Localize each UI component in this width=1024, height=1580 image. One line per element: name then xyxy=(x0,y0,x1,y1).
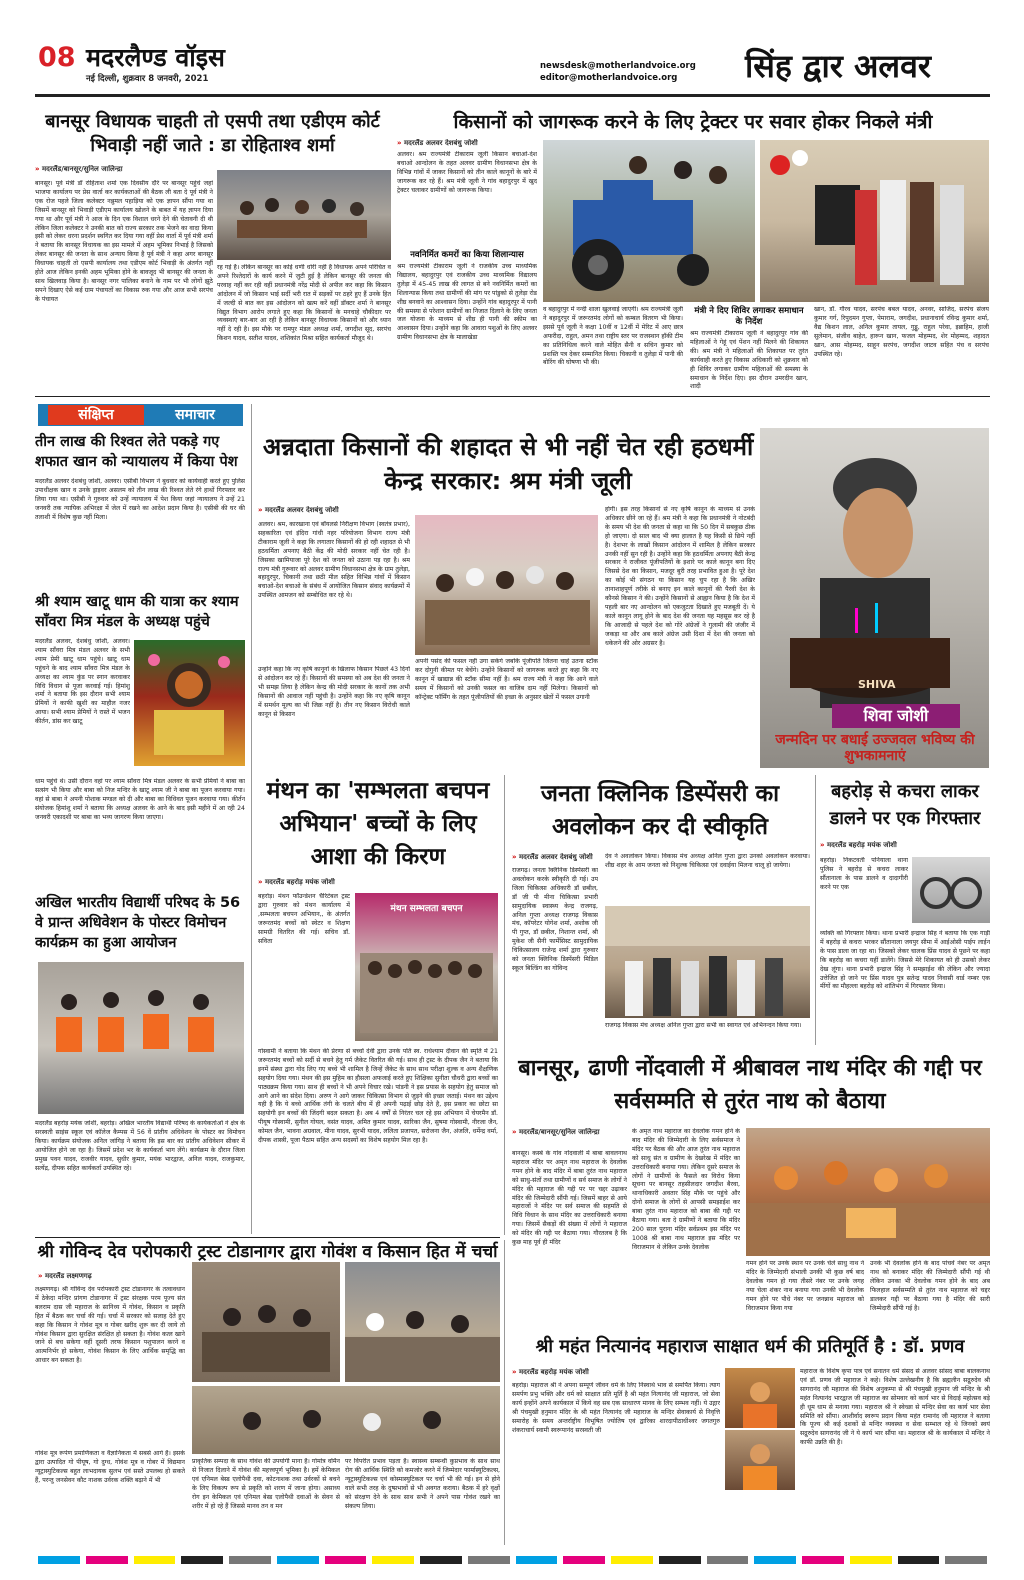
abvp-poster-photo xyxy=(38,962,244,1114)
color-swatch xyxy=(229,1556,271,1564)
column-divider xyxy=(815,775,816,1045)
headline-bansur-mla: बानसूर विधायक चाहती तो एसपी तथा एडीएम कोर्ट भिवाड़ी नहीं जाते : डा रोहिताश्व शर्मा xyxy=(45,111,380,156)
article-body: होगी। इस तरह किसानों से नए कृषि कानून के माध्यम से उनके अधिकार छीने जा रहे हैं। श्रम मंत्री ने कहा कि प्रधानमंत्री ने नोटबंदी के समय भी देश की जनता से कहा था कि 50 दिन में सबकुछ ठीक हो जाएगा। दो साल बाद भी क्या हालात है यह किसी से छिपे नहीं है। देशभर के लाखों किसान आंदोलन में शामिल है लेकिन सरकार उनकी नहीं सुन रही है। उन्होंने कहा कि हठधर्मिता अपनाए बैठी केन्द्र सरकार ने राजीवत पूंजीपतियों के इशारे पर काले कानून बना दिए जिससे देश का किसान, मजदूर बुरी तरह प्रभावित हुआ है। पूरे देश का कोई भी संगठन या किसान यह चुप रहा है कि अखिर तानाशाहपूर्ण तरीके से बनाए इन काले कानूनों की पैरवी देश के कौनसे किसान ने की। उन्होंने किसानों से आह्वान किया है कि देश में पहली बार नए आन्दोलन को एकजुटता दिखाते हुए मजबूती दें। ये काले कानून लागू होने के बाद देश की जनता यह महसूस कर रहे है कि आजादी से पहले देश को गोरे अंग्रेजों ने गुलामी की जंजीर में जकड़ा था और अब काले अंग्रेज उसी दिशा में देश की जनता को धकेलने की ओर अग्रसर है। xyxy=(605,506,755,647)
headline-mahant: श्री महंत नित्यानंद महाराज साक्षात धर्म की प्रतिमूर्ति है : डॉ. प्रणव xyxy=(535,1336,965,1357)
article-body: श्रम राज्यमंत्री टीकाराम जूली ने राजकीय उच्च माध्यमिक विद्यालय, बहादुरपुर एवं राजकीय उच्च माध्यमिक विद्यालय तुलेड़ा में 45-45 लाख की लागत से बने नवनिर्मित कमरों का शिलान्यास किया तथा ग्रामीणों की मांग पर पांडुको से तुलेड़ा रोड शीघ्र बनवाने का आश्वासन दिया। उन्होंने गांव बहादुरपुर में पानी की समस्या से परेशान ग्रामीणों का निजात दिलाने के लिए जनता जल योजना के माध्यम से शीघ्र ही पानी की स्कीम का आश्वासन दिया। उन्होंने कहा कि आवारा पशुओं के लिए अलवर ग्रामीण विधानसभा क्षेत्र के मालाखेडा xyxy=(397,263,537,342)
headline-abvp: अखिल भारतीय विद्यार्थी परिषद के 56 वे प्रान्त अधिवेशन के पोस्टर विमोचन कार्यक्रम का हुआ आयोजन xyxy=(35,895,241,951)
article-body: मदरलैंड अलवर, देशबंधु जोशी, अलवर। श्याम साँवरा मित्र मंडल अलवर के सभी श्याम प्रेमी खाटू धाम पहुंचे। खाटू धाम पहुंचने के बाद श्याम साँवरा मित्र मंडल के अध्यक्ष का श्याम कुंड पर स्नान करवाकर विधि विधान से पूजा करवाई गई। हिमांशु शर्मा ने बताया कि इस दौरान सभी श्याम प्रेमियों ने काफी खुशी का माहौल नजर आया। सभी श्याम प्रेमियों ने रास्ते में भजन कीर्तन, डांस कर खाटू xyxy=(35,638,130,726)
email-editor[interactable]: editor@motherlandvoice.org xyxy=(540,73,678,83)
byline: » मदरलैंड बहरोड़ मयंक जोशी xyxy=(258,878,418,887)
press-meeting-photo xyxy=(217,170,391,260)
article-body: गोवंश मूत्र रूपेण प्रमाणिकता व वैज्ञानिकता में सबसे आगे है। इसके द्वारा उत्पादित गो पीयूष, गो दुग्ध, गोवंश मूत्र व गोबर में विद्यमान न्यूट्रास्युटिकल्स बहुत लाभदायक सुलभ एवं सस्ते उपलब्ध हो सकते हैं, परन्तु जनसेवन कौट नाशक उर्वरक शक्ति बढ़ाने में भी xyxy=(35,1450,185,1484)
color-swatch xyxy=(38,1556,80,1564)
article-body: व्यक्ति को गिरफ्तार किया। थाना प्रभारी इन्द्राज सिंह ने बताया कि एक गाड़ी में बहरोड़ से कचरा भरकर सौंतानाला जयपुर सीमा में आईओसी पाईप लाईन के पास डाला जा रहा था। जिसको लेकर चालक प्रिंस यादव से पूछने पर कहा कि बहरोड़ का कचरा यहीं डालेंगे। जिससे मेरे शिकायत को ही उसको लेकर देख लूंगा। थाना प्रभारी इन्द्राज सिंह ने समझाईश की लेकिन और ज्यादा उत्तेजित हो जाने पर प्रिंस यादव पुत्र सतेन्द्र यादव निवासी वार्ड नम्बर एक मींगों का मौहल्ला बहरोड़ को शांतिभंग में गिरफ्तार किया। xyxy=(820,930,990,991)
gaushala-photo-2 xyxy=(345,1262,500,1382)
article-body: मदरलैंड बहरोड़ मयंक जोशी, बहरोड़। अखिल भारतीय विद्यार्थी परिषद के कार्यकर्ताओं ने क्षेत्र के सरस्वती साइंस स्कूल एवं कॉलेज कैम्पस में 56 वें प्रांतीय अधिवेशन के पोस्टर का विमोचन किया। कार्यक्रम संयोजक अनिल जांगिड़ ने बताया कि इस बार का प्रांतीय अधिवेशन सीकर में आयोजित होने जा रहा है। जिसमें प्रदेश भर के कार्यकर्ता भाग लेंगे। कार्यक्रम के दौरान जिला प्रमुख पवन यादव, राजवीर यादव, सुधीर कुमार, मयंक भारद्वाज, अनिल यादव, राजकुमार, सत्येंद्र, दीपक सहित कार्यकर्ता उपस्थित रहे। xyxy=(35,1120,245,1172)
dateline: नई दिल्ली, शुक्रवार 8 जनवरी, 2021 xyxy=(86,74,209,84)
article-body: गोस्वामी ने बताया कि मंथन की प्रेरणा से बच्चों देवी द्वारा उनके पति स्व. राधेश्याम दीवान की स्मृति में 21 जरूरतमंद बच्चों को सर्दी से बचने हेतु गर्म जैकेट वितरित की गई। साथ ही ट्रस्ट के दीपक जैन ने बताया कि इनमें संस्था द्वारा गोद लिए गए बच्चे भी शामिल है जिन्हें जैकेट के साथ साथ परीक्षा शुल्क व अन्य शैक्षणिक सहयोग दिया गया। मंथन की इस मुहिम का हौसला अफजाई करते हुए शिक्षिका सुनीता चौधरी द्वारा बच्चों का पाठ्यक्रम किया गया। साथ ही बच्चों ने भी अपने विचार रखे। पांडनी ने इस प्रयास के सहयोग हेतु समाज को आगे आने का संदेश दिया। अरुण ने आगे जाकर चिकित्सा विभाग से जुड़ने की इच्छा जताई। मंथन का उद्देश्य यही है कि ये बच्चे आर्थिक तंगी के चलते बीच में ही अपनी पढ़ाई छोड़ देते है, इस प्रकार का छोटा सा सहयोगी इन बच्चों की जिंदगी बदल सकता है। अब 4 वर्षों से निरंतर चल रहे इस अभियान में चेयरमैन डॉ. पीयूष गोस्वामी, सुनील गोयल, वसंत यादव, अमित कुमार यादव, सारिका जैन, सुषमा गोस्वामी, नीरजा जैन, कोमल जैन, भावना अग्रवाल, मीना यादव, सुरभी यादव, ललिता प्रजापत, सरोजना जैन, अंजलि, धर्मेन्द्र वर्मा, दीपक शास्त्री, पूजा पैठाम सहित अन्य सदस्यों का विशेष सहयोग मिल रहा है। xyxy=(258,1048,498,1145)
subheading: मंत्री ने दिए शिविर लगाकर समाधान के निर्देश xyxy=(694,306,804,327)
subheading: नवनिर्मित कमरों का किया शिलान्यास xyxy=(410,250,524,260)
article-body: पर विपरीत प्रभाव पड़ता है। स्वास्थ्य सम्बन्धी कुप्रभाव के साथ साथ रोग की आर्थिक स्थिति को कमजोर करने में जिम्मेदार फार्मास्युटिकल्स, न्यूट्रास्युटिकल्स एवं कोस्मास्युटिकल पर चर्चा भी की गई। इन से होने वाले सभी तरह के दुष्प्रभावों से भी अवगत कराया। बैठक में हरे वृक्षों को संरक्षण देने के साथ साथ सभी ने अपने पास गोवंश रखने का संकल्प लिया। xyxy=(345,1458,500,1510)
gathering-illustration xyxy=(192,1386,500,1454)
saint-icon xyxy=(725,1430,795,1490)
article-body: धाम पहुंचे थे। उसी दौरान वहां पर श्याम साँवरा मित्र मंडल अलवर के सभी प्रेमियों ने बाबा का सत्संग भी किया और बाबा को निज मन्दिर के खाटू श्याम जी ने बाबा का पूजन करवाया गया। वहां से बाबा ने अपनी पोशाक मण्डल को दी और बाबा का विधिवत पूजन करवाया गया। कीर्तन संयोजक हिमांशु शर्मा ने बताया कि अध्यक्ष अलवर के आने के बाद इसी महीने में आ रही 24 जनवरी एकादशी पर बाबा का भव्य जागरण किया जाएगा। xyxy=(35,778,245,821)
paper-name: मदरलैण्ड वॉइस xyxy=(86,43,225,72)
color-swatch xyxy=(181,1556,223,1564)
article-body: बहरोड़। मंथन फॉउन्डेशन चैरिटेबल ट्रस्ट द्वारा गुरुवार को मंथन कार्यालय में ,सम्भलता बचपन अभियान,, के अंतर्गत जरूरतमंद बच्चों को स्वेटर व शिक्षण सामग्री वितरित की गई। सचिव डॉ. सविता xyxy=(258,893,350,945)
birthday-wish: जन्मदिन पर बधाई उज्जवल भविष्य की शुभकामनाएं xyxy=(775,732,975,764)
email-newsdesk[interactable]: newsdesk@motherlandvoice.org xyxy=(540,61,696,71)
plaque-illustration xyxy=(760,140,989,302)
article-body: श्रम राज्यमंत्री टीकाराम जूली ने बहादुरपुर गांव की महिलाओं ने गेहूं एवं पेंशन नहीं मिलने की शिकायत की। श्रम मंत्री ने महिलाओं की शिकायत पर तुरंत कार्यवाही करते हुए विकास अधिकारी को शुक्रवार को ही शिविर लगाकर ग्रामीण महिलाओं की समस्या के समाधान के निर्देश दिए। इस दौरान उमरदीन खान, शादी xyxy=(690,330,808,390)
article-body: बहरोड़। निकटवर्ती पनियाला थाना पुलिस ने बहरोड़ से कचरा लाकर सौंतानाला के पास डालने व दादागीरी करने पर एक xyxy=(820,857,908,891)
tractor-photo xyxy=(543,140,755,302)
color-swatch xyxy=(850,1556,892,1564)
byline: » मदरलैंड बहरोड़ मयंक जोशी xyxy=(512,1368,682,1377)
article-body: प्राकृतिक सम्पदा के साथ गोवंश की उपयोगी माना है। गोमोत्र वर्मिन से निजात दिलाने में गोवंश की महत्त्वपूर्ण भूमिका है। हमें केमिकल एवं एनिमल बेस्ड एलोपैथी दवा, कोटनाशक तथा उर्वरकों से बचने के लिए विकल्प रूप से प्रकृति को शरण में जाना होगा। असाध्य रोग इन केमिकल एवं एनिमल बेस्ड एलोपैथी दवाओं के सेवन से शरीर में हो रहे हैं जिससे मानव तन व मन xyxy=(192,1458,340,1510)
article-body: देव ने अवलोकन किया। विकास मंच अध्यक्ष अनिल गुप्ता द्वारा उनको अवलोकन करवाया। शीघ्र शहर के आम जनता को निशुल्क चिकित्सा एवं दवाईया मिलना चालू हो जायेगा। xyxy=(605,853,810,869)
article-body: खान, डॉ. गौरव यादव, सरपंच बबल यादव, अनवर, साजिद, सरपंच संजय कुमार गर्ग, रिपुदमन गुप्ता, पेमाराम, जगदीश, प्रधानाचार्य रविन्द्र कुमार शर्मा, वैद्य किशन लाल, अनिल कुमार तायल, गुड्डू, राहुल परेवा, इब्राहिम, हाजी सुलेमान, संजीव बाहेत, हारून खान, फजल मोहम्मद, शेर मोहम्मद, शहादत खान, आस मोहम्मद, साहून सरपंच, जगदीश जाटव सहित पंच व सरपंच उपस्थित रहे। xyxy=(814,306,989,358)
kisan-samvad-photo xyxy=(415,515,598,655)
byline: » मदरलैंड अलवर देशबंधु जोशी xyxy=(397,139,547,148)
color-swatch xyxy=(707,1556,749,1564)
article-body: महाराज के विशेष कृपा पात्र एवं सनातन धर्म संसद से अलवर सांसद बाबा बालकनाथ एवं डॉ. प्रणव जी महाराज ने कहे। विशेष उल्लेखनीय है कि ब्रह्मलीन सद्गुरुदेव श्री सागरानंद जी महाराज की विशेष अनुकम्पा से श्री पंचमुखी हनुमान जी मन्दिर के श्री महंत नित्यानंद भारद्वाज जी महाराज का सोमवार को कार्य भार से विदाई महोत्सव बड़े ही धूम धाम से मनाया गया। महाराज श्री ने स्वेच्छा से मन्दिर सेवा का कार्य भार सेवा समिति को सौंपा। आशीर्वाद स्वरूप प्रदान किया महंत रामानंद जी महाराज ने बताया कि पूज्य श्री कई दशकों से मन्दिर व्यवस्था व सेवा सम्भाल रहे थे जिनको स्वयं सद्गुरुदेव सागरानंद जी ने ये कार्य भार सौंपा था। महाराज श्री के कार्यकाल में मन्दिर ने काफी उन्नति की है। xyxy=(800,1368,990,1447)
color-swatch xyxy=(659,1556,701,1564)
print-color-bar xyxy=(35,1556,990,1564)
clinic-photo xyxy=(605,906,810,1018)
headline-khatu-dham: श्री श्याम खाटू धाम की यात्रा कर श्याम साँवरा मित्र मंडल के अध्यक्ष पहुंचे xyxy=(35,594,239,630)
article-body: अलवर। श्रम राज्यमंत्री टीकाराम जूली किसान बचाओ-देश बचाओ आन्दोलन के तहत अलवर ग्रामीण विधानसभा क्षेत्र के विभिन्न गांवों में जाकर किसानों को तीन काले कानूनों के बारे में जागरूक कर रहे हैं। श्रम मंत्री जूली ने गांव बहादुरपुर में खुद ट्रेक्टर चलाकर ग्रामीणों को जागरूक किया। xyxy=(397,151,537,194)
saints-illustration xyxy=(746,1128,990,1256)
color-swatch xyxy=(325,1556,367,1564)
color-swatch xyxy=(86,1556,128,1564)
color-swatch xyxy=(945,1556,987,1564)
article-body: गमन होने पर उनके स्थान पर उनके चेले साधु नाथ ने मंदिर के जिम्मेदारी संभाली उनकी भी कुछ वर्ष बाद देवलोक गमन हो गया तीसरे नंबर पर उनके जगह नया चेला शंकर नाथ बनाया गया उनकी भी देवलोक गमन होने पर पौधे नंबर पर जनन्नाथ महाराज को विराजमान किया गया xyxy=(746,1260,864,1312)
masthead-rule xyxy=(35,94,990,97)
divider xyxy=(35,396,990,397)
article-body: लक्ष्मणगढ़। श्री गोविन्द देव परोपकारी ट्रस्ट टोडानागर के तत्वावधान में ठेकेदा मन्दिर प्रांगण टोडानागर में ट्रस्ट संरक्षक परम पूज्य संत बलराम दास जी महाराज के सानिध्य में गोवंश, किसान व प्रकृति हित में बैठक कर चर्चा की गई। चर्चा में सरकार को सलाह देते हुए कहा कि किसान ने गोवंश मूत्र व गोबर खरीद शुरू कर दी जाये तो गोवंश किसान द्वारा सुरक्षित संरक्षित हो सकता है। गोवंश कत्ल खाने जाने से बच सकेगा वहीं दूसरी तरफ किसान पशुपालन करने व आत्मनिर्भर हो सकेगा, गोवंश किसान के लिए आर्थिक समृद्धि का आधार बन सकता है। xyxy=(35,1286,185,1365)
cake-text: SHIVA xyxy=(858,678,896,691)
color-swatch xyxy=(754,1556,796,1564)
headline-janta-clinic: जनता क्लिनिक डिस्पेंसरी का अवलोकन कर दी स्वीकृति xyxy=(540,781,780,840)
color-swatch xyxy=(563,1556,605,1564)
headline-kisan-shahadat: अन्नदाता किसानों की शहादत से भी नहीं चेत रही हठधर्मी केन्द्र सरकार: श्रम मंत्री जूली xyxy=(262,433,754,495)
meeting-crowd-illustration xyxy=(415,515,598,655)
section-title: सिंह द्वार अलवर xyxy=(745,47,931,85)
color-swatch xyxy=(134,1556,176,1564)
headline-bribe: तीन लाख की रिश्वत लेते पकड़े गए शफात खान को न्यायालय में किया पेश xyxy=(35,434,238,470)
mahant-photo-1 xyxy=(725,1368,795,1428)
byline: » मदरलैंड/बानसूर/सुनिल जालिन्द्रा xyxy=(35,165,235,174)
color-swatch xyxy=(516,1556,558,1564)
article-body: अपनी पसंद की फसल नहीं उगा सकेंगे जबकि पूंजीपति जितना चाहे उतना स्टॉक कर दोगुनी कीमत पर बेचेंगे। उन्होंने किसानों को जागरूक करते हुए कहा कि नए कानून में खाद्यान्न की स्टॉक सीमा नहीं है। श्रम राज्य मंत्री ने कहा कि आने वाले समय में किसानों को उनकी फसल का वाजिब दाम नहीं मिलेगा। किसानों को कॉन्ट्रेक्ट फॉर्मिंग के तहत पूंजीपतियों की इच्छा के अनुसार खेतों में फसल उगानी xyxy=(415,658,598,701)
headline-govind-dev: श्री गोविन्द देव परोपकारी ट्रस्ट टोडानागर द्वारा गोवंश व किसान हित में चर्चा xyxy=(37,1242,498,1262)
poster-release-illustration xyxy=(38,962,244,1114)
article-body: के अमृत नाथ महाराज का देवलोक गमन होने के बाद मंदिर की जिम्मेदारी के लिए सर्वसमाज ने मंदिर पर बैठक की और आज तुरंत नाथ महाराज को साधु संत व ग्रामीण के देखरेख में मंदिर का उत्तराधिकारी बनाया गया। लेकिन दूसरे समाज के लोगों ने ग्रामीणों के फैसले का विरोध किया सूचना पर बानसूर तहसीलदार जगदीश बैरवा, थानाधिकारी अवतार सिंह मौके पर पहुंचे और दोनो समाज के लोगों से आपसी समझाईश कर बाबा तुरंत नाथ महाराज को बाबा की गद्दी पर बैठाया गया। बता दे ग्रामीणों ने बताया कि मंदिर 200 साल पुराना मंदिर सर्वप्रथम इस मंदिर पर 1008 श्री बाबा नाथ महाराज इस मंदिर पर विराजमान थे लेकिन उनके देवलोक xyxy=(632,1128,740,1251)
handcuffs-icon xyxy=(912,857,990,923)
clinic-group-illustration xyxy=(605,906,810,1018)
byline: » मदरलैंड अलवर देशबंधु जोशी xyxy=(512,853,672,862)
page-number: 08 xyxy=(38,42,76,73)
headline-kachra: बहरोड़ से कचरा लाकर डालने पर एक गिरफ्तार xyxy=(829,781,981,829)
brief-label-1: संक्षिप्त xyxy=(48,405,144,425)
color-swatch xyxy=(468,1556,510,1564)
headline-tractor: किसानों को जागरूक करने के लिए ट्रेक्टर पर सवार होकर निकले मंत्री xyxy=(453,111,933,133)
divider xyxy=(35,1237,500,1238)
saint-icon xyxy=(725,1368,795,1428)
color-swatch xyxy=(277,1556,319,1564)
article-body: बानसूर। कस्बे के गांव नोंदवाली में बाबा बावलनाथ महाराज मंदिर पर अमृत नाथ महाराज के देवलोक गमन होने के बाद मंदिर में बाबा तुरंत नाथ महाराज को साधु-संतों तथा ग्रामीणों व सर्व समाज के लोगों ने मंदिर की महाराज की गद्दी पर पर चद्दर उढ़ाकर मंदिर की जिम्मेदारी सौंपी गई। जिसमें बाहर से आये महाराजों ने मंदिर पर सर्व समाज की सहमति से विधि विधान के साथ मंदिर का उत्तराधिकारी बनाया गया। जिसमें सैकड़ों की संख्या में लोगों ने महाराज को मंदिर की गद्दी पर बैठाया गया। गौरतलब है कि कुछ माह पूर्व ही मंदिर xyxy=(512,1150,627,1247)
tractor-illustration xyxy=(543,140,755,302)
article-body: उनके भी देवलोक होने के बाद पांचवें नंबर पर अमृत नाथ को बनाकर मंदिर की जिम्मेदारी सौंपी गई थी लेकिन उनका भी देवलोक गमन होने के बाद अब फिलहाल सर्वसम्मति से तुरंत नाथ महाराज को चद्दर डालकर गद्दी पर बैठाया गया है मंदिर की सारी जिम्मेदारी सौंपी गई है। xyxy=(870,1260,990,1312)
byline: » मदरलैंड/बानसूर/सुनिल जालिन्द्रा xyxy=(512,1128,627,1137)
press-meeting-illustration xyxy=(217,170,391,260)
byline: » मदरलैंड लक्ष्मणगढ़ xyxy=(38,1272,188,1281)
color-swatch xyxy=(802,1556,844,1564)
column-divider xyxy=(504,1240,505,1545)
brief-label-2: समाचार xyxy=(175,407,215,423)
children-group-illustration xyxy=(355,893,498,1041)
birthday-name: शिवा जोशी xyxy=(832,704,960,728)
headline-bawal-nath: बानसूर, ढाणी नोंदवाली में श्रीबावल नाथ मंदिर की गद्दी पर सर्वसम्मति से तुरंत नाथ को बैठाया xyxy=(518,1056,982,1114)
mahant-photo-2 xyxy=(725,1430,795,1490)
manthan-banner: मंथन सम्भलता बचपन xyxy=(390,904,463,914)
headline-manthan: मंथन का 'सम्भलता बचपन अभियान' बच्चों के लिए आशा की किरण xyxy=(266,778,490,870)
handcuff-photo xyxy=(912,857,990,923)
manthan-photo xyxy=(355,893,498,1041)
article-body: राजगढ़। जनता क्लिनिक डिस्पेंसरी का अवलोकन करके स्वीकृति दी गई। उप जिला चिकित्सा अधिकारी डॉ छबील, डॉ जी पी मीना चिकित्सा प्रभारी सामुदायिक स्वास्थ्य केन्द्र राजगढ़, अनिल गुप्ता अध्यक्ष राजगढ़ विकास मंच, कॉपरेटर योगेश शर्मा, अशोक जी पी गुप्त, डॉ छबील, निशान्त शर्मा, श्री मुकेश जी सैनी फार्मेसिस्ट सामुदायिक चिकित्सालय राजेन्द्र शर्मा द्वारा गुरुवार को जनता क्लिनिक डिस्पेंसरी मिडिल स्कूल बिल्डिंग का गोविन्द xyxy=(512,867,598,972)
khatu-shyam-photo xyxy=(134,640,245,766)
people-sitting-illustration xyxy=(192,1262,340,1382)
temple-ceremony-photo xyxy=(746,1128,990,1256)
article-body: बानसूर। पूर्व मंत्री डॉ रोहिताश शर्मा एक दिवसीय दौरे पर बानसूर पहुंचे जहां भाजपा कार्यालय पर प्रेस वार्ता कर कार्यकताओं की बैठक ली बता दे पूर्व मंत्री ने एक रोज पहले जिला कलेक्टर नन्नुमल पहाड़िया को एक ज्ञापन सौंपा गया था जिसमें बानसूर को भिवाड़ी एडीएम कार्यालय खोलने के बाबत में यह ज्ञापन दिया गया था और पूर्व मंत्री ने आज के दिन एक विशाल धरने देने की चेतावनी दी थी लेकिन जिला कलेक्टर ने उनकी बात को राज्य सरकार तक भेजने का वादा किया इसी को लेकर धरना प्रदर्शन स्थगित कर दिया गया वहीं प्रेस वार्ता में पूर्व मंत्री शर्मा ने बताया कि बानसूर विधायक का इस मामले में अहम भूमिका निभाई है जिसको लेकर बानसूर की जनता के साथ अन्याय किया है पूर्व मंत्री ने कहा अगर बानसूर विधायक चाहती तो एसपी कार्यालय तथा एडीएम कोर्ट भिवाड़ी के अंतर्गत नहीं होते आज लेकिन इनकी अहम भूमिका होने के बावजूद भी बानसूर की जनता के साथ खिलवाड़ किया है। बानसूर नगर पालिका बनाने के नाम पर भी लोगों झूठे सपने दिखाए ऐसे कई ग्राम पंचायतों का विकास रुक गया और आज सभी सरपंच के पंचायत xyxy=(35,180,213,303)
deity-illustration xyxy=(134,640,245,766)
column-divider xyxy=(251,404,252,1234)
byline: » मदरलैंड बहरोड़ मयंक जोशी xyxy=(820,841,985,850)
gaushala-photo-1 xyxy=(192,1262,340,1382)
color-swatch xyxy=(611,1556,653,1564)
article-body: राजगढ़ विकास मंच अध्यक्ष अनिल गुप्ता द्वारा सभी का स्वागत एवं अभिनन्दन किया गया। xyxy=(605,1022,802,1029)
article-body: अलवर। श्रम, कारखाना एवं बॉयलर्स निरीक्षण विभाग (स्वतंत्र प्रभार), सहकारिता एवं इंदिरा गांधी नहर परियोजना विभाग राज्य मंत्री टीकाराम जूली ने कहा कि लगातार किसानों की हो रही शहादत से भी हठधर्मिता अपनाए बैठी केंद्र की मोदी सरकार नहीं चेत रही है। जिसका खामियाजा पूरे देश को जनता को उठाना पड़ रहा है। श्रम राज्य मंत्री गुरूवार को अलवर ग्रामीण विधानसभा क्षेत्र के ग्राम तुलेड़ा, बहादुरपुर, चिकानी तथा छठी मील सहित विभिन्न गांवों में किसान बचाओ-देश बचाओ के संबंध में आयोजित किसान संवाद कार्यक्रमों में उपस्थित आमजन को सम्बोधित कर रहे थे। xyxy=(258,521,410,600)
article-body: व बहादुरपुर में नन्दी शाला खुलवाई जाएगी। श्रम राज्यमंत्री जूली ने बहादुरपुर में जरूरतमंद लोगों को कम्बल वितरण भी किया। इससे पूर्व जूली ने कक्षा 10वीं व 12वीं में मेरिट में आए छात्र अफरीदा, राहुल, अमन तथा राष्ट्रीय स्तर पर राजस्थान हॉकी टीम का प्रतिनिधित्व करने वाले मोहित सैनी व सचिन कुमार को प्रशस्ति पत्र देकर सम्मानित किया। चिकानी व तुलेड़ा में पानी की बोरिंग की घोषणा भी की। xyxy=(543,306,683,367)
plaque-ceremony-photo xyxy=(760,140,989,302)
color-swatch xyxy=(372,1556,414,1564)
article-body: रह गई है। लेकिन बानसूर का कोई धणी धोरी नहीं है विधायक अपने परिचित व अपने रिश्तेदारों के कार्य करने में जुटी हुई है लेकिन बानसूर की जनता की परवाह नहीं कर रही वहीं प्रधानमंत्री नरेंद्र मोदी से अपील कर कहा कि किसान आंदोलन में जो किसान भाई सर्दी भरी रात में सड़कों पर ठहरे हुए हैं उनके हित में जल्दी से बात कर इस आंदोलन को खत्म करें वहीं डॉक्टर शर्मा ने बानसूर विद्युत विभाग आरोप लगाते हुए कहा कि किसानों के मनचाहे चौकीदार पर व्यवस्थाएं बार-बार आ रही है लेकिन बानसूर विधायक किसानों को और ध्यान नहीं दे रही है। इस मौके पर रामपुर मंडल अध्यक्ष शर्मा, जगदीश सूद, सरपंच किशन यादव, सतीश यादव, शशिकांत मिश्रा सहित कार्यकर्ता मौजूद थे। xyxy=(217,264,391,343)
people-sitting-illustration xyxy=(345,1262,500,1382)
article-body: उन्होंने कहा कि नए कृषि कानूनों के खिलाफ किसान पिछले 43 दिनों से आंदोलन कर रहे हैं। किसानों की समस्या को अब देश की जनता ने भी समझ लिया है लेकिन केन्द्र की मोदी सरकार के कानों तक अभी किसानों की आवाज नहीं पहुंची है। उन्होंने कहा कि नए कृषि कानून में समर्थन मूल्य का भी जिक्र नहीं है। तीन नए किसान विरोधी काले कानून से किसान xyxy=(258,666,410,718)
column-divider xyxy=(504,775,505,1235)
color-swatch xyxy=(420,1556,462,1564)
article-body: बहरोड़। महाराज श्री ने अपना सम्पूर्ण जीवन धर्म के लिए निस्वार्थ भाव से समर्पित किया। त्याग समर्पण प्रभु भक्ति और धर्म को साक्षात प्रति मूर्ति है श्री महंत नित्यानंद जी महाराज, जो सेवा कार्य इन्होंने अपने कार्यकाल में किये वह सब एक साधारण मानव के लिए सम्भव नहीं। ये उद्गार श्री पंचमुखी हनुमान मंदिर के श्री महंत नित्यानंद जी महाराज के मन्दिर सेवाकार्य से निवृत्ति समारोह के समय अन्तर्राष्ट्रीय विभूषित ज्योतिष एवं द्वारिका शारदापीठाधीश्वर जगतगुरु शंकराचार्य स्वामी स्वरूपानंद सरस्वती जी xyxy=(512,1382,720,1434)
color-swatch xyxy=(898,1556,940,1564)
byline: » मदरलैंड अलवर देशबंधु जोशी xyxy=(258,506,418,515)
gaushala-photo-3 xyxy=(192,1386,500,1454)
article-body: मदरलैंड अलवर देशबंधु जोशी, अलवर। एसीबी विभाग ने बुधवार को कार्यवाही करते हुए पुलिस उपाधीक्षक खान व उनके ड्राइवर असलम को तीन लाख की रिश्वत लेते रंगे हाथों गिरफ्तार कर लिया गया था। एसीबी ने गुरुवार को उन्हें न्यायालय में पेश किया जहां न्यायालय ने उन्हें 21 जनवरी तक न्यायिक अभिरक्षा में जेल में रखने का आदेश प्रदान किया है। एसीबी की घर की तलाशी में विशेष कुछ नहीं मिला। xyxy=(35,478,245,521)
